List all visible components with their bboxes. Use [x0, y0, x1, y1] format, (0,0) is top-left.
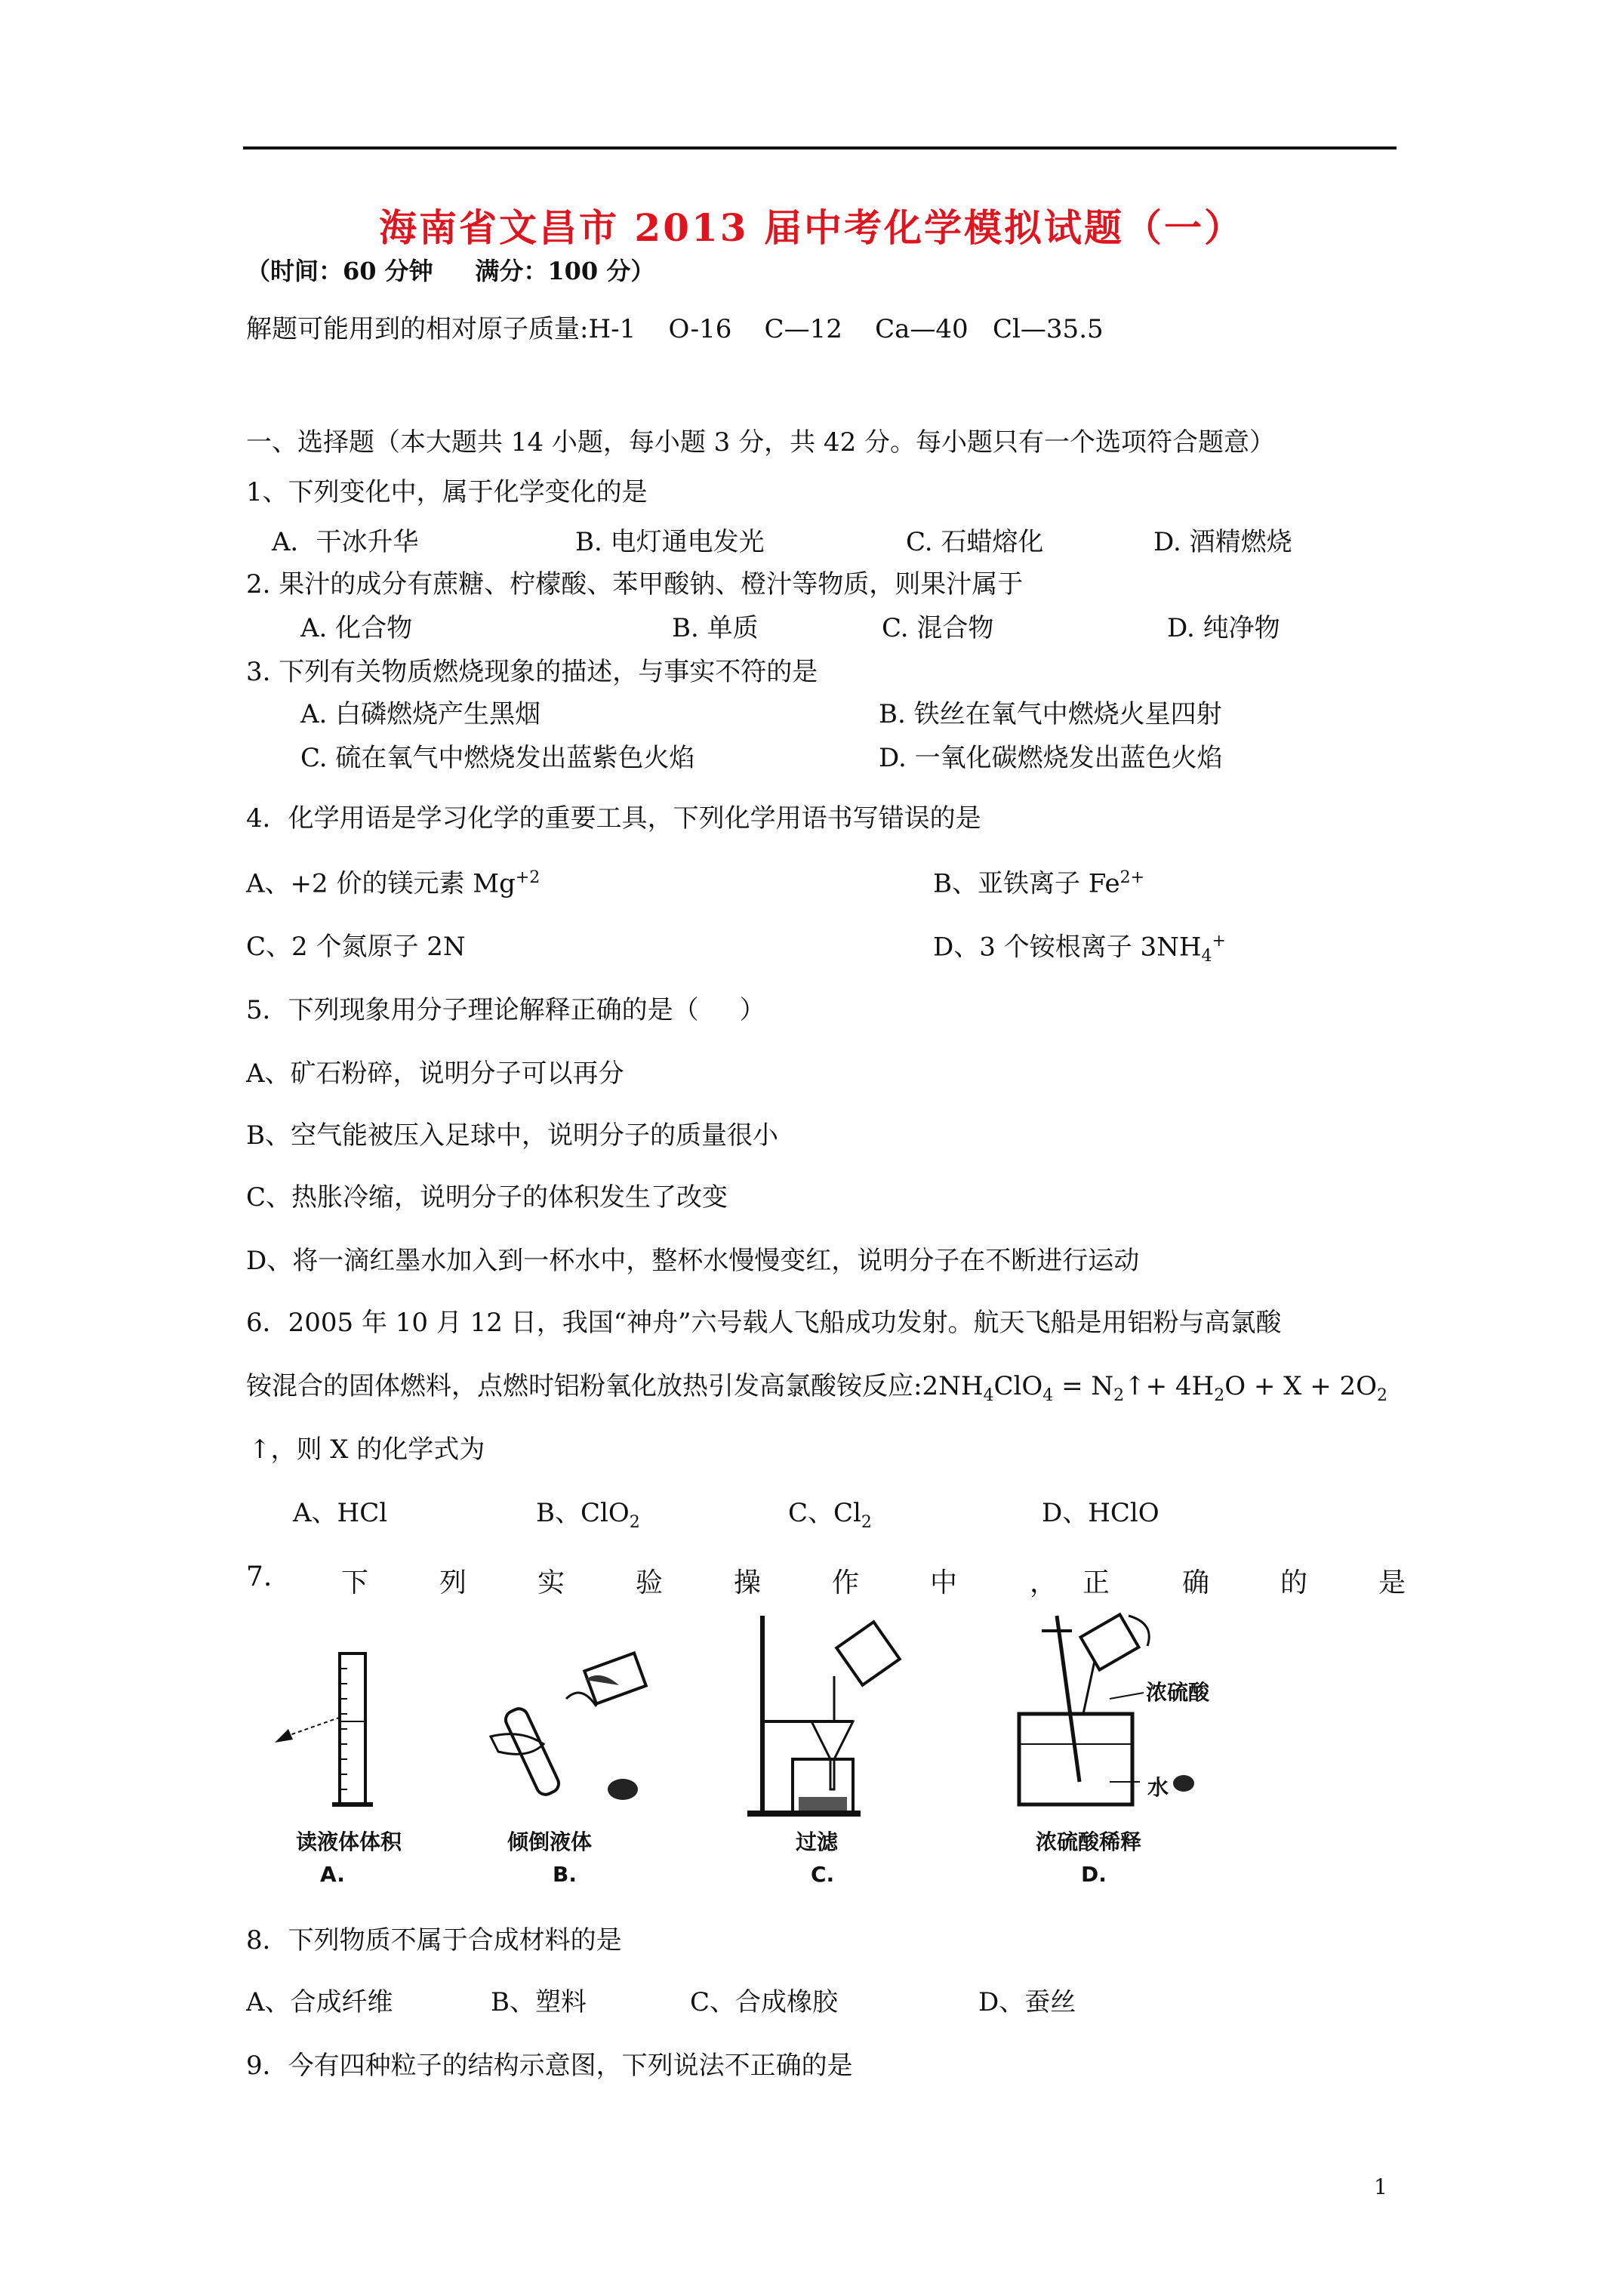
q2-stem: 2. 果汁的成分有蔗糖、柠檬酸、苯甲酸钠、橙汁等物质，则果汁属于	[246, 569, 1024, 599]
q7-word: 正	[1083, 1567, 1110, 1598]
q2-option-d: D. 纯净物	[1167, 613, 1280, 643]
figure-c-letter: C.	[811, 1862, 835, 1887]
q5-option-a: A、矿石粉碎，说明分子可以再分	[246, 1059, 624, 1089]
q4-option-c: C、2 个氮原子 2N	[246, 932, 466, 962]
figure-a-letter: A.	[320, 1862, 345, 1887]
label-water: 水	[1147, 1775, 1169, 1800]
q3-stem: 3. 下列有关物质燃烧现象的描述，与事实不符的是	[246, 657, 818, 687]
header-rule	[243, 146, 1397, 149]
q4-option-b: B、亚铁离子 $Fe^{2+}$	[933, 868, 1145, 899]
q6-option-b: B、ClO$_2$	[536, 1498, 640, 1532]
q5-option-d: D、将一滴红墨水加入到一杯水中，整杯水慢慢变红，说明分子在不断进行运动	[246, 1246, 1140, 1276]
q7-word: 确	[1182, 1567, 1210, 1598]
q7-word: 实	[537, 1567, 565, 1598]
exam-time-score: （时间：60 分钟 满分：100 分）	[246, 257, 655, 285]
atomic-masses: 解题可能用到的相对原子质量:H-1 O-16 C—12 Ca—40 Cl—35.5	[246, 314, 1104, 344]
q7-word: 的	[1280, 1567, 1308, 1598]
figure-a-caption: 读液体体积	[296, 1829, 402, 1854]
q1-option-a: A．干冰升华	[272, 527, 419, 557]
figure-c-filtration	[740, 1608, 913, 1827]
figure-b-caption: 倾倒液体	[507, 1829, 593, 1854]
q5-stem: 5．下列现象用分子理论解释正确的是（ ）	[246, 995, 765, 1025]
figure-b-letter: B.	[553, 1862, 577, 1887]
q7-word: ，	[1030, 1567, 1058, 1598]
figure-a-cylinder	[272, 1638, 408, 1820]
q3-option-b: B. 铁丝在氧气中燃烧火星四射	[879, 699, 1222, 729]
q2-option-c: C. 混合物	[882, 613, 994, 643]
q8-option-b: B、塑料	[491, 1987, 587, 2017]
label-concentrated-acid: 浓硫酸	[1146, 1680, 1210, 1705]
q4-option-a: A、+2 价的镁元素 $Mg^{+2}$	[246, 868, 540, 899]
q6-line-3: ↑，则 X 的化学式为	[249, 1435, 485, 1465]
q6-line-2: 铵混合的固体燃料，点燃时铝粉氧化放热引发高氯酸铵反应$:2NH_4ClO_4$ = $N_2↑+ 4H_2O + X + 2O_2$	[246, 1371, 1387, 1405]
figure-d-dilution	[996, 1608, 1246, 1827]
q1-option-b: B. 电灯通电发光	[575, 527, 765, 557]
q8-stem: 8．下列物质不属于合成材料的是	[246, 1925, 622, 1955]
q3-option-a: A. 白磷燃烧产生黑烟	[300, 699, 541, 729]
q1-option-d: D. 酒精燃烧	[1153, 527, 1292, 557]
page-title: 海南省文昌市 2013 届中考化学模拟试题（一）	[379, 205, 1244, 250]
q7-word: 列	[439, 1567, 467, 1598]
q2-option-b: B. 单质	[672, 613, 759, 643]
q3-option-c: C. 硫在氧气中燃烧发出蓝紫色火焰	[300, 743, 695, 773]
q7-word: 中	[930, 1567, 958, 1598]
q4-stem: 4．化学用语是学习化学的重要工具，下列化学用语书写错误的是	[246, 803, 981, 834]
q8-option-c: C、合成橡胶	[690, 1987, 839, 2017]
page-number: 1	[1374, 2174, 1387, 2199]
q2-option-a: A. 化合物	[300, 613, 413, 643]
q5-option-c: C、热胀冷缩，说明分子的体积发生了改变	[246, 1182, 728, 1213]
q8-option-d: D、蚕丝	[978, 1987, 1076, 2017]
q7-word: 操	[734, 1567, 762, 1598]
q7-word: 作	[832, 1567, 860, 1598]
figure-d-caption: 浓硫酸稀释	[1036, 1829, 1142, 1854]
q1-stem: 1、下列变化中，属于化学变化的是	[246, 477, 648, 507]
q1-option-c: C. 石蜡熔化	[906, 527, 1044, 557]
q6-option-d: D、HClO	[1042, 1498, 1160, 1528]
figure-d-letter: D.	[1081, 1862, 1107, 1887]
q7-word: 验	[636, 1567, 664, 1598]
figure-c-caption: 过滤	[796, 1829, 839, 1854]
q7-word: 是	[1378, 1567, 1406, 1598]
q6-option-a: A、HCl	[293, 1498, 388, 1528]
q5-option-b: B、空气能被压入足球中，说明分子的质量很小	[246, 1120, 778, 1151]
q7-word: 7.	[246, 1561, 273, 1592]
q6-line-1: 6．2005 年 10 月 12 日，我国“神舟”六号载人飞船成功发射。航天飞船是用铝粉与高氯酸	[246, 1308, 1282, 1338]
q3-option-d: D. 一氧化碳燃烧发出蓝色火焰	[879, 743, 1223, 773]
figure-b-pouring	[476, 1638, 657, 1820]
q7-word: 下	[341, 1567, 369, 1598]
q4-option-d: D、3 个铵根离子 $3NH_4^+$	[933, 932, 1226, 966]
q9-stem: 9．今有四种粒子的结构示意图，下列说法不正确的是	[246, 2051, 853, 2081]
q6-option-c: C、$Cl_2$	[788, 1498, 872, 1532]
section-heading: 一、选择题（本大题共 14 小题，每小题 3 分，共 42 分。每小题只有一个选项符合题意）	[246, 427, 1276, 458]
q8-option-a: A、合成纤维	[246, 1987, 393, 2017]
